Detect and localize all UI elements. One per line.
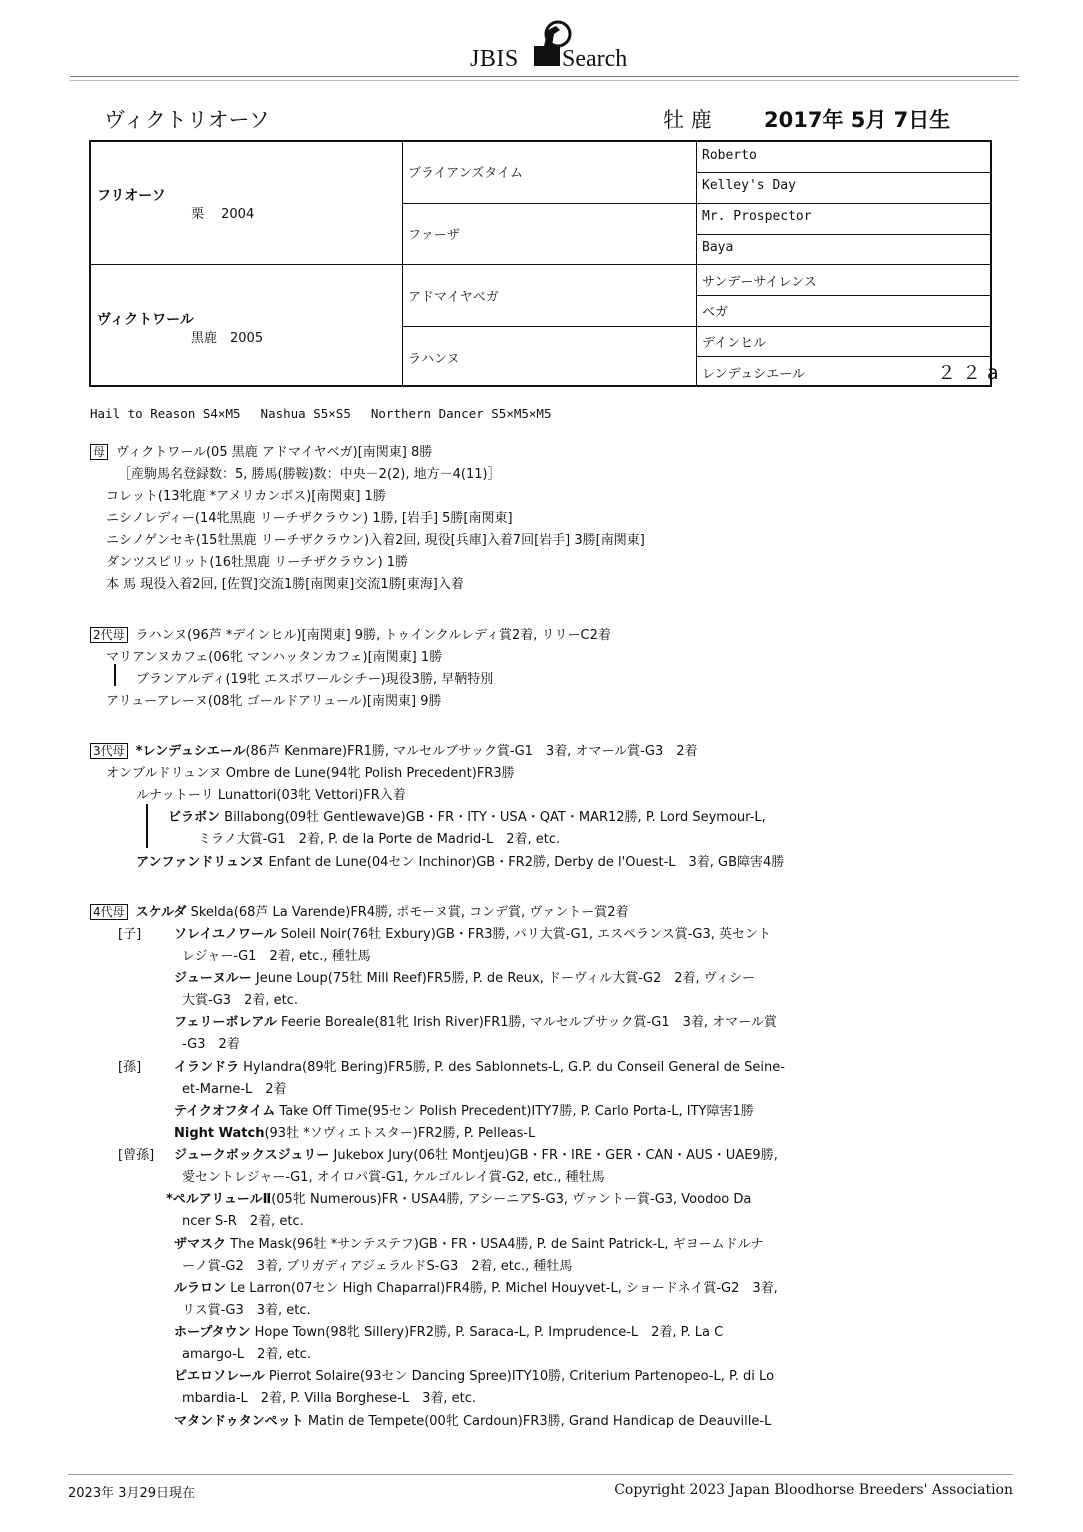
g4-line: イランドラ Hylandra(89牝 Bering)FR5勝, P. des Sablonnets-L, G.P. du Conseil General de Seine- <box>174 1060 785 1075</box>
g4-line: et-Marne-L 2着 <box>182 1082 287 1097</box>
sire-info: 栗 2004 <box>191 207 255 222</box>
grandparent[interactable]: ブライアンズタイム <box>408 166 524 181</box>
inbreeding-line: Hail to Reason S4×M5 Nashua S5×S5 Northern Dancer S5×M5×M5 <box>90 406 552 421</box>
lineage-bar <box>146 804 148 848</box>
g4-line: ルラロン Le Larron(07セン High Chaparral)FR4勝, P. Michel Houyvet-L, ショードネイ賞-G2 3着, <box>174 1281 778 1296</box>
g4-line: テイクオフタイム Take Off Time(95セン Polish Precedent)ITY7勝, P. Carlo Porta-L, ITY障害1勝 <box>174 1104 754 1119</box>
dam-info: 黒鹿 2005 <box>191 331 264 346</box>
g3-line: オンブルドリュンヌ Ombre de Lune(94牝 Polish Precedent)FR3勝 <box>106 766 515 781</box>
section-label-g2: 2代母 <box>90 627 128 643</box>
dam-line: ニシノレディー(14牝黒鹿 リーチザクラウン) 1勝, [岩手] 5勝[南関東] <box>106 511 513 526</box>
g4-line: リス賞-G3 3着, etc. <box>182 1303 311 1318</box>
g4-line: ncer S-R 2着, etc. <box>182 1214 304 1229</box>
grandparent[interactable]: ラハンヌ <box>408 352 460 367</box>
logo-text-search: Search <box>562 46 628 72</box>
g4-line: ソレイユノワール Soleil Noir(76牡 Exbury)GB・FR3勝, パリ大賞-G1, エスペランス賞-G3, 英セント <box>174 927 772 942</box>
g4-tag-child: [子] <box>118 927 142 942</box>
g2-line: ブランアルディ(19牝 エスポワールシチー)現役3勝, 早鞆特別 <box>136 672 494 687</box>
section-label-g4: 4代母 <box>90 904 128 920</box>
great-grandparent[interactable]: Mr. Prospector <box>702 209 812 224</box>
dam-line: 母 ヴィクトワール(05 黒鹿 アドマイヤベガ)[南関東] 8勝 <box>90 441 432 460</box>
family-number: ２２a <box>937 362 1005 384</box>
dam-name[interactable]: ヴィクトワール <box>97 312 194 328</box>
g3-line: 3代母 *レンデュシエール(86芦 Kenmare)FR1勝, マルセルブサック賞-G1 3着, オマール賞-G3 2着 <box>90 740 698 759</box>
g4-line: -G3 2着 <box>182 1037 240 1052</box>
great-grandparent[interactable]: Roberto <box>702 148 757 163</box>
g4-line: 4代母 スケルダ Skelda(68芦 La Varende)FR4勝, ポモーヌ賞, コンデ賞, ヴァントー賞2着 <box>90 901 629 920</box>
g4-tag-grandchild: [孫] <box>118 1060 142 1075</box>
horse-sex-color: 牡 鹿 <box>663 108 712 132</box>
g3-line: ルナットーリ Lunattori(03牝 Vettori)FR入着 <box>136 788 406 803</box>
footer-copyright: Copyright 2023 Japan Bloodhorse Breeders' Association <box>614 1482 1013 1498</box>
logo-text-jbis: JBIS <box>470 46 519 72</box>
jbis-search-logo[interactable] <box>470 18 640 74</box>
g4-line: ホープタウン Hope Town(98牝 Sillery)FR2勝, P. Saraca-L, P. Imprudence-L 2着, P. La C <box>174 1325 724 1340</box>
g4-line: Night Watch(93牡 *ソヴィエトスター)FR2勝, P. Pelleas-L <box>174 1126 536 1141</box>
g3-line: ビラボン Billabong(09牡 Gentlewave)GB・FR・ITY・USA・QAT・MAR12勝, P. Lord Seymour-L, <box>168 810 766 825</box>
g2-line: マリアンヌカフェ(06牝 マンハッタンカフェ)[南関東] 1勝 <box>106 650 443 665</box>
g4-tag-great-grandchild: [曾孫] <box>118 1148 155 1163</box>
footer-rule <box>68 1474 1013 1475</box>
g3-line: ミラノ大賞-G1 2着, P. de la Porte de Madrid-L 2着, etc. <box>198 832 561 847</box>
dam-line: コレット(13牝鹿 *アメリカンボス)[南関東] 1勝 <box>106 489 386 504</box>
great-grandparent[interactable]: デインヒル <box>702 336 767 351</box>
dam-line: 本 馬 現役入着2回, [佐賀]交流1勝[南関東]交流1勝[東海]入着 <box>106 577 464 592</box>
g4-line: ーノ賞-G2 3着, ブリガディアジェラルドS-G3 2着, etc., 種牡馬 <box>182 1259 573 1274</box>
horse-name: ヴィクトリオーソ <box>104 108 270 132</box>
g3-line: アンファンドリュンヌ Enfant de Lune(04セン Inchinor)GB・FR2勝, Derby de l'Ouest-L 3着, GB障害4勝 <box>136 855 785 870</box>
g4-line: レジャー-G1 2着, etc., 種牡馬 <box>182 949 371 964</box>
grandparent[interactable]: ファーザ <box>408 228 460 243</box>
section-label-dam: 母 <box>90 444 108 460</box>
great-grandparent[interactable]: サンデーサイレンス <box>702 275 817 290</box>
pedigree-table <box>89 140 1005 387</box>
g4-line: ジュークボックスジュリー Jukebox Jury(06牡 Montjeu)GB・FR・IRE・GER・CAN・AUS・UAE9勝, <box>174 1148 778 1163</box>
dam-line: ［産駒馬名登録数：5, 勝馬(勝鞍)数：中央－2(2), 地方－4(11)］ <box>118 467 501 482</box>
header-rule-secondary <box>70 80 1019 81</box>
lineage-bar <box>114 664 116 686</box>
g4-line: 大賞-G3 2着, etc. <box>182 993 298 1008</box>
great-grandparent[interactable]: Baya <box>702 240 734 255</box>
dam-line: ダンツスピリット(16牡黒鹿 リーチザクラウン) 1勝 <box>106 555 409 570</box>
footer-date: 2023年 3月29日現在 <box>68 1486 196 1501</box>
section-label-g3: 3代母 <box>90 743 128 759</box>
g4-line: *ペルアリュールⅡ(05牝 Numerous)FR・USA4勝, アシーニアS-G3, ヴァントー賞-G3, Voodoo Da <box>166 1192 752 1207</box>
g4-line: ジューヌルー Jeune Loup(75牡 Mill Reef)FR5勝, P. de Reux, ドーヴィル大賞-G2 2着, ヴィシー <box>174 971 755 986</box>
g4-line: ザマスク The Mask(96牡 *サンテステフ)GB・FR・USA4勝, P. de Saint Patrick-L, ギヨームドルナ <box>174 1237 764 1252</box>
g4-line: 愛セントレジャー-G1, オイロパ賞-G1, ケルゴルレイ賞-G2, etc., 種牡馬 <box>182 1170 605 1185</box>
g2-line: アリューアレーヌ(08牝 ゴールドアリュール)[南関東] 9勝 <box>106 694 442 709</box>
g4-line: ピエロソレール Pierrot Solaire(93セン Dancing Spree)ITY10勝, Criterium Partenopeo-L, P. di Lo <box>174 1369 775 1384</box>
g2-line: 2代母 ラハンヌ(96芦 *デインヒル)[南関東] 9勝, トゥインクルレディ賞2着, リリーC2着 <box>90 624 611 643</box>
sire-name[interactable]: フリオーソ <box>97 188 166 204</box>
great-grandparent[interactable]: Kelley's Day <box>702 178 796 193</box>
grandparent[interactable]: アドマイヤベガ <box>408 290 499 305</box>
header-rule <box>70 76 1019 77</box>
g4-line: amargo-L 2着, etc. <box>182 1347 312 1362</box>
g4-line: マタンドゥタンペット Matin de Tempete(00牝 Cardoun)FR3勝, Grand Handicap de Deauville-L <box>174 1414 772 1429</box>
great-grandparent[interactable]: レンデュシエール <box>702 367 806 382</box>
dam-line: ニシノゲンセキ(15牡黒鹿 リーチザクラウン)入着2回, 現役[兵庫]入着7回[岩手] 3勝[南関東] <box>106 533 645 548</box>
horse-birthdate: 2017年 5月 7日生 <box>764 108 951 132</box>
g4-line: mbardia-L 2着, P. Villa Borghese-L 3着, etc. <box>182 1391 477 1406</box>
great-grandparent[interactable]: ベガ <box>702 305 729 320</box>
g4-line: フェリーボレアル Feerie Boreale(81牝 Irish River)FR1勝, マルセルブサック賞-G1 3着, オマール賞 <box>174 1015 777 1030</box>
